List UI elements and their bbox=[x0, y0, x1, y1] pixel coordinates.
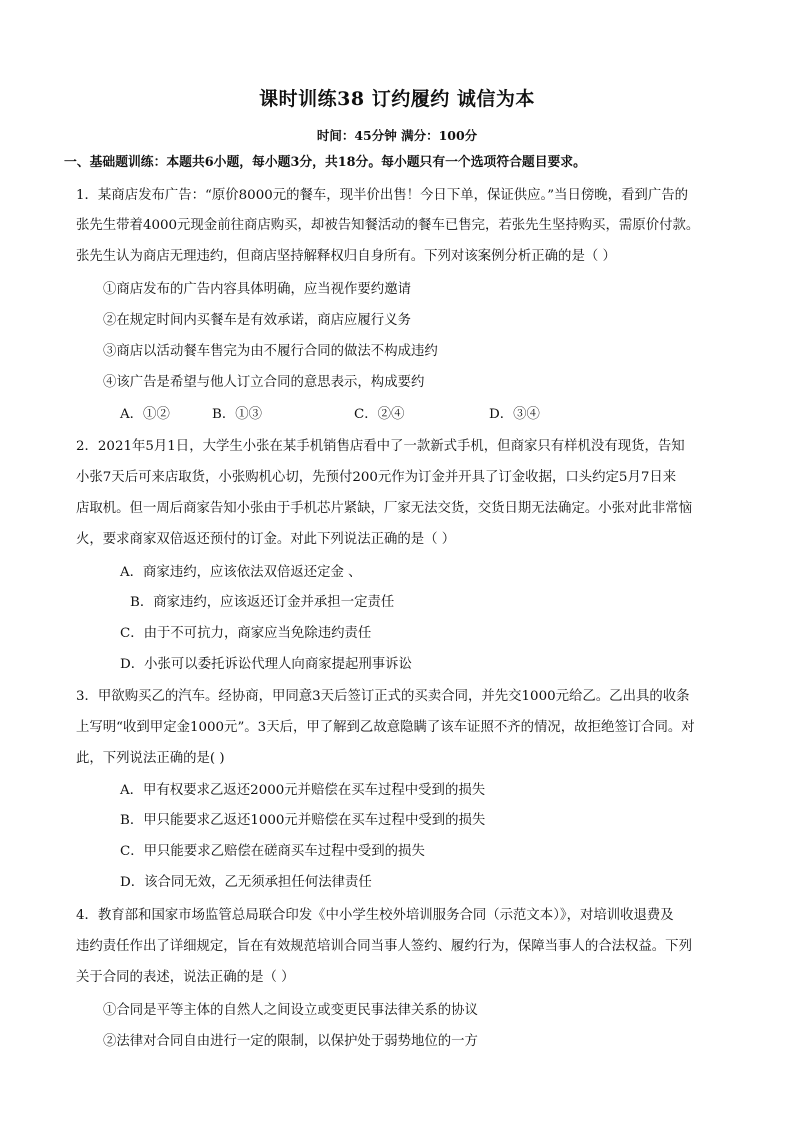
q1-choice-c: C．②④ bbox=[354, 407, 405, 422]
q4-stem-line3: 关于合同的表述，说法正确的是（ ） bbox=[76, 970, 295, 985]
q2-choice-a: A．商家违约，应该依法双倍返还定金 、 bbox=[120, 565, 362, 580]
q1-statement-4: ④该广告是希望与他人订立合同的意思表示，构成要约 bbox=[103, 375, 425, 390]
q3-choice-c: C．甲只能要求乙赔偿在磋商买车过程中受到的损失 bbox=[120, 844, 425, 859]
page-title: 课时训练38 订约履约 诚信为本 bbox=[259, 88, 535, 110]
q1-statement-1: ①商店发布的广告内容具体明确，应当视作要约邀请 bbox=[103, 282, 411, 297]
q2-choice-d: D．小张可以委托诉讼代理人向商家提起刑事诉讼 bbox=[120, 657, 412, 672]
q1-stem-line1: 1．某商店发布广告：“原价8000元的餐车，现半价出售！今日下单，保证供应。”当日傍晚，看到广告的 bbox=[76, 188, 688, 203]
q3-choice-d: D．该合同无效，乙无须承担任何法律责任 bbox=[120, 875, 372, 890]
q1-choice-a: A．①② bbox=[120, 407, 170, 422]
q1-stem-line3: 张先生认为商店无理违约，但商店坚持解释权归自身所有。下列对该案例分析正确的是（ ） bbox=[76, 249, 616, 264]
q3-choice-b: B．甲只能要求乙返还1000元并赔偿在买车过程中受到的损失 bbox=[120, 813, 486, 828]
q1-choice-b: B．①③ bbox=[212, 407, 263, 422]
q1-statement-2: ②在规定时间内买餐车是有效承诺，商店应履行义务 bbox=[103, 313, 411, 328]
q1-stem-line2: 张先生带着4000元现金前往商店购买，却被告知餐活动的餐车已售完，若张先生坚持购买，需原价付款。 bbox=[76, 218, 700, 233]
q4-statement-2: ②法律对合同自由进行一定的限制，以保护处于弱势地位的一方 bbox=[103, 1034, 478, 1049]
q2-stem-line1: 2．2021年5月1日，大学生小张在某手机销售店看中了一款新式手机，但商家只有样机没有现货，告知 bbox=[76, 439, 685, 454]
q4-statement-1: ①合同是平等主体的自然人之间设立或变更民事法律关系的协议 bbox=[103, 1003, 478, 1018]
q4-stem-line1: 4．教育部和国家市场监管总局联合印发《中小学生校外培训服务合同（示范文本）》，对培训收退费及 bbox=[76, 908, 674, 923]
time-score-info: 时间：45分钟 满分：100分 bbox=[316, 128, 478, 143]
q3-stem-line2: 上写明“收到甲定金1000元”。3天后，甲了解到乙故意隐瞒了该车证照不齐的情况，故拒绝签订合同。对 bbox=[76, 720, 695, 735]
q1-statement-3: ③商店以活动餐车售完为由不履行合同的做法不构成违约 bbox=[103, 344, 438, 359]
q2-choice-c: C．由于不可抗力，商家应当免除违约责任 bbox=[120, 626, 372, 641]
section-heading: 一、基础题训练：本题共6小题，每小题3分，共18分。每小题只有一个选项符合题目要求。 bbox=[64, 155, 586, 170]
q3-choice-a: A．甲有权要求乙返还2000元并赔偿在买车过程中受到的损失 bbox=[120, 783, 486, 798]
q2-choice-b: B．商家违约，应该返还订金并承担一定责任 bbox=[130, 595, 395, 610]
q2-stem-line3: 店取机。但一周后商家告知小张由于手机芯片紧缺，厂家无法交货，交货日期无法确定。小张对此非常恼 bbox=[76, 501, 692, 516]
q4-stem-line2: 违约责任作出了详细规定，旨在有效规范培训合同当事人签约、履约行为，保障当事人的合法权益。下列 bbox=[76, 939, 692, 954]
q2-stem-line4: 火，要求商家双倍返还预付的订金。对此下列说法正确的是（ ） bbox=[76, 532, 456, 547]
q2-stem-line2: 小张7天后可来店取货，小张购机心切，先预付200元作为订金并开具了订金收据，口头约定5月7日来 bbox=[76, 470, 677, 485]
q3-stem-line1: 3．甲欲购买乙的汽车。经协商，甲同意3天后签订正式的买卖合同，并先交1000元给乙。乙出具的收条 bbox=[76, 689, 690, 704]
q3-stem-line3: 此，下列说法正确的是( ) bbox=[76, 751, 225, 766]
q1-choice-d: D．③④ bbox=[489, 407, 540, 422]
